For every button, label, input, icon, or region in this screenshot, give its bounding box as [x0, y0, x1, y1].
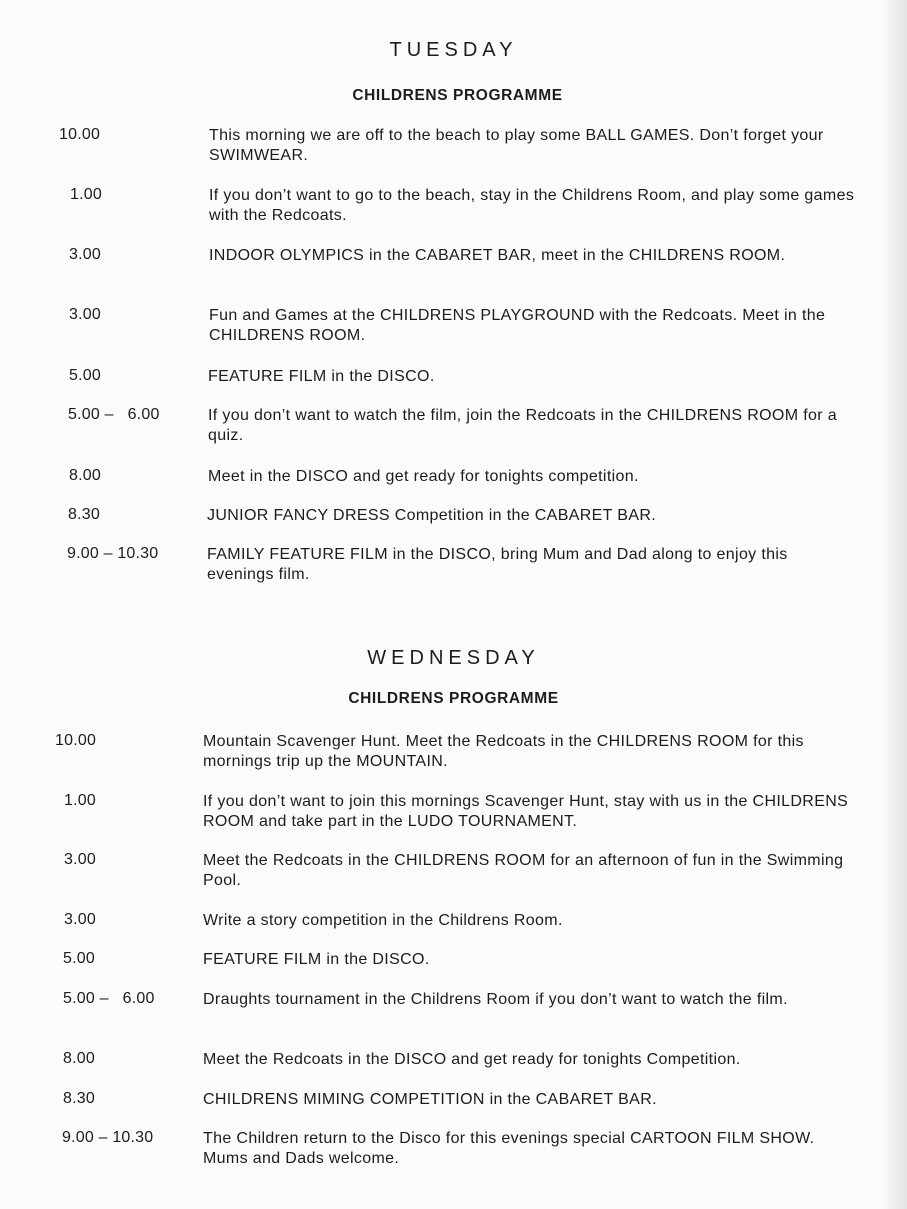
- entry-time: 10.00: [59, 126, 101, 143]
- entry-description: FAMILY FEATURE FILM in the DISCO, bring Mum and Dad along to enjoy this evenings film.: [207, 546, 788, 583]
- entry-description: Write a story competition in the Childrens Room.: [203, 912, 563, 929]
- entry-description: CHILDRENS MIMING COMPETITION in the CABARET BAR.: [203, 1091, 657, 1108]
- entry-time: 5.00: [63, 950, 95, 967]
- entry-description: Meet the Redcoats in the CHILDRENS ROOM for an afternoon of fun in the Swimming Pool.: [203, 852, 844, 889]
- entry-time: 8.00: [69, 467, 101, 484]
- entry-time: 1.00: [70, 186, 102, 203]
- entry-description: Meet in the DISCO and get ready for tonights competition.: [208, 468, 639, 485]
- entry-description: If you don’t want to join this mornings Scavenger Hunt, stay with us in the CHILDRENS ROOM and take part in the LUDO TOURNAMENT.: [203, 793, 849, 830]
- entry-description: Fun and Games at the CHILDRENS PLAYGROUND with the Redcoats. Meet in the CHILDRENS ROOM.: [209, 307, 826, 344]
- schedule-entry: [0, 246, 907, 292]
- entry-time: 3.00: [69, 306, 101, 323]
- entry-time: 9.00 – 10.30: [62, 1129, 154, 1146]
- schedule-entry: [0, 126, 907, 172]
- schedule-entry: [0, 732, 907, 778]
- schedule-entry: [0, 186, 907, 232]
- entry-description: Draughts tournament in the Childrens Room if you don’t want to watch the film.: [203, 991, 788, 1008]
- entry-time: 5.00: [69, 367, 101, 384]
- entry-description: JUNIOR FANCY DRESS Competition in the CABARET BAR.: [207, 507, 657, 524]
- day-title-tuesday: TUESDAY: [389, 39, 518, 61]
- subtitle-wednesday: CHILDRENS PROGRAMME: [348, 690, 559, 707]
- schedule-entry: [0, 545, 907, 591]
- entry-description: Mountain Scavenger Hunt. Meet the Redcoats in the CHILDRENS ROOM for this mornings trip up the MOUNTAIN.: [203, 733, 804, 770]
- entry-time: 8.00: [63, 1050, 95, 1067]
- entry-description: If you don’t want to watch the film, join the Redcoats in the CHILDRENS ROOM for a quiz.: [208, 407, 837, 444]
- entry-time: 8.30: [68, 506, 100, 523]
- entry-time: 3.00: [69, 246, 101, 263]
- entry-time: 3.00: [64, 851, 96, 868]
- schedule-entry: [0, 792, 907, 838]
- entry-time: 10.00: [55, 732, 97, 749]
- schedule-entry: [0, 990, 907, 1036]
- entry-time: 8.30: [63, 1090, 95, 1107]
- entry-time: 5.00 – 6.00: [68, 406, 160, 423]
- entry-description: FEATURE FILM in the DISCO.: [208, 368, 435, 385]
- schedule-entry: [0, 306, 907, 352]
- entry-description: This morning we are off to the beach to play some BALL GAMES. Don’t forget your SWIMWEAR.: [209, 127, 824, 164]
- entry-time: 3.00: [64, 911, 96, 928]
- entry-description: FEATURE FILM in the DISCO.: [203, 951, 430, 968]
- subtitle-tuesday: CHILDRENS PROGRAMME: [352, 87, 563, 104]
- entry-description: INDOOR OLYMPICS in the CABARET BAR, meet in the CHILDRENS ROOM.: [209, 247, 786, 264]
- schedule-entry: [0, 851, 907, 897]
- entry-time: 9.00 – 10.30: [67, 545, 159, 562]
- entry-time: 5.00 – 6.00: [63, 990, 155, 1007]
- entry-description: If you don’t want to go to the beach, stay in the Childrens Room, and play some games with the Redcoats.: [209, 187, 855, 224]
- entry-description: Meet the Redcoats in the DISCO and get ready for tonights Competition.: [203, 1051, 741, 1068]
- schedule-entry: [0, 1129, 907, 1175]
- schedule-entry: [0, 406, 907, 452]
- day-title-wednesday: WEDNESDAY: [367, 647, 540, 669]
- entry-time: 1.00: [64, 792, 96, 809]
- entry-description: The Children return to the Disco for this evenings special CARTOON FILM SHOW. Mums and Dads welcome.: [203, 1130, 815, 1167]
